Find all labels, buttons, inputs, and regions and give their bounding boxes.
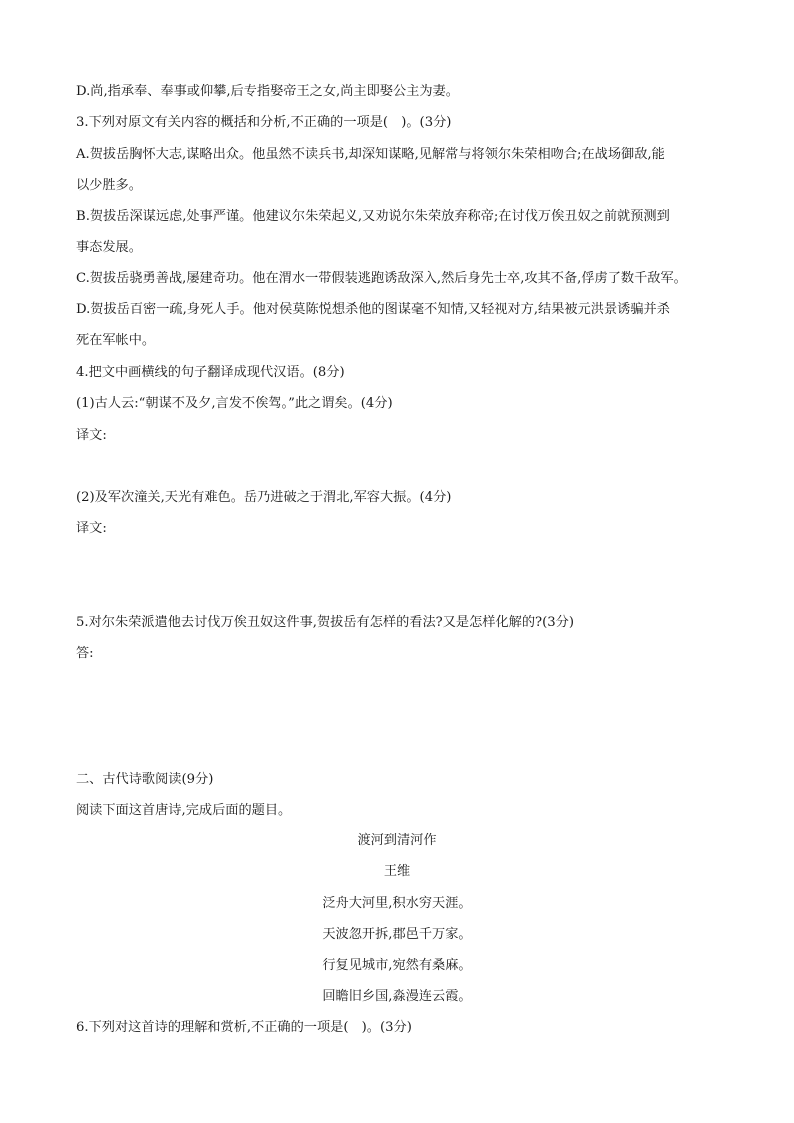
question-4-sub-1: (1)古人云:“朝谋不及夕,言发不俟驾。”此之谓矣。(4分) — [76, 396, 393, 411]
question-3: 3.下列对原文有关内容的概括和分析,不正确的一项是( )。(3分) — [76, 115, 452, 130]
poem-verse: 天波忽开拆,郡邑千万家。 — [322, 927, 472, 942]
poem-verse: 回瞻旧乡国,淼漫连云霞。 — [322, 989, 472, 1004]
answer-label-translation-2: 译文: — [76, 521, 107, 536]
answer-label-5: 答: — [76, 646, 94, 661]
question-3-option-b-line1: B.贺拔岳深谋远虑,处事严谨。他建议尔朱荣起义,又劝说尔朱荣放弃称帝;在讨伐万俟丑奴之前就预测到 — [76, 209, 670, 224]
poem-author: 王维 — [383, 864, 411, 879]
question-3-option-a-line2: 以少胜多。 — [76, 178, 142, 193]
question-5: 5.对尔朱荣派遣他去讨伐万俟丑奴这件事,贺拔岳有怎样的看法?又是怎样化解的?(3分) — [76, 615, 574, 630]
poem-verse: 泛舟大河里,积水穷天涯。 — [322, 896, 472, 911]
question-3-option-d-line1: D.贺拔岳百密一疏,身死人手。他对侯莫陈悦想杀他的图谋毫不知情,又轻视对方,结果被元洪景诱骗并杀 — [76, 302, 670, 317]
question-3-option-d-line2: 死在军帐中。 — [76, 333, 156, 348]
answer-label-translation-1: 译文: — [76, 428, 107, 443]
question-3-option-a-line1: A.贺拔岳胸怀大志,谋略出众。他虽然不读兵书,却深知谋略,见解常与将领尔朱荣相吻合;在战场御敌,能 — [76, 147, 665, 162]
poem-verse: 行复见城市,宛然有桑麻。 — [322, 958, 472, 973]
poem-title: 渡河到清河作 — [357, 833, 437, 848]
question-4-sub-2: (2)及军次潼关,天光有难色。岳乃进破之于渭北,军容大振。(4分) — [76, 490, 452, 505]
question-6: 6.下列对这首诗的理解和赏析,不正确的一项是( )。(3分) — [76, 1020, 412, 1035]
poetry-instruction: 阅读下面这首唐诗,完成后面的题目。 — [76, 803, 292, 818]
option-d-note: D.尚,指承奉、奉事或仰攀,后专指娶帝王之女,尚主即娶公主为妻。 — [76, 84, 459, 99]
section-heading-poetry: 二、古代诗歌阅读(9分) — [76, 772, 214, 787]
question-4: 4.把文中画横线的句子翻译成现代汉语。(8分) — [76, 365, 345, 380]
question-3-option-c: C.贺拔岳骁勇善战,屡建奇功。他在渭水一带假装逃跑诱敌深入,然后身先士卒,攻其不备,俘虏了数千敌军。 — [76, 271, 687, 286]
question-3-option-b-line2: 事态发展。 — [76, 240, 142, 255]
